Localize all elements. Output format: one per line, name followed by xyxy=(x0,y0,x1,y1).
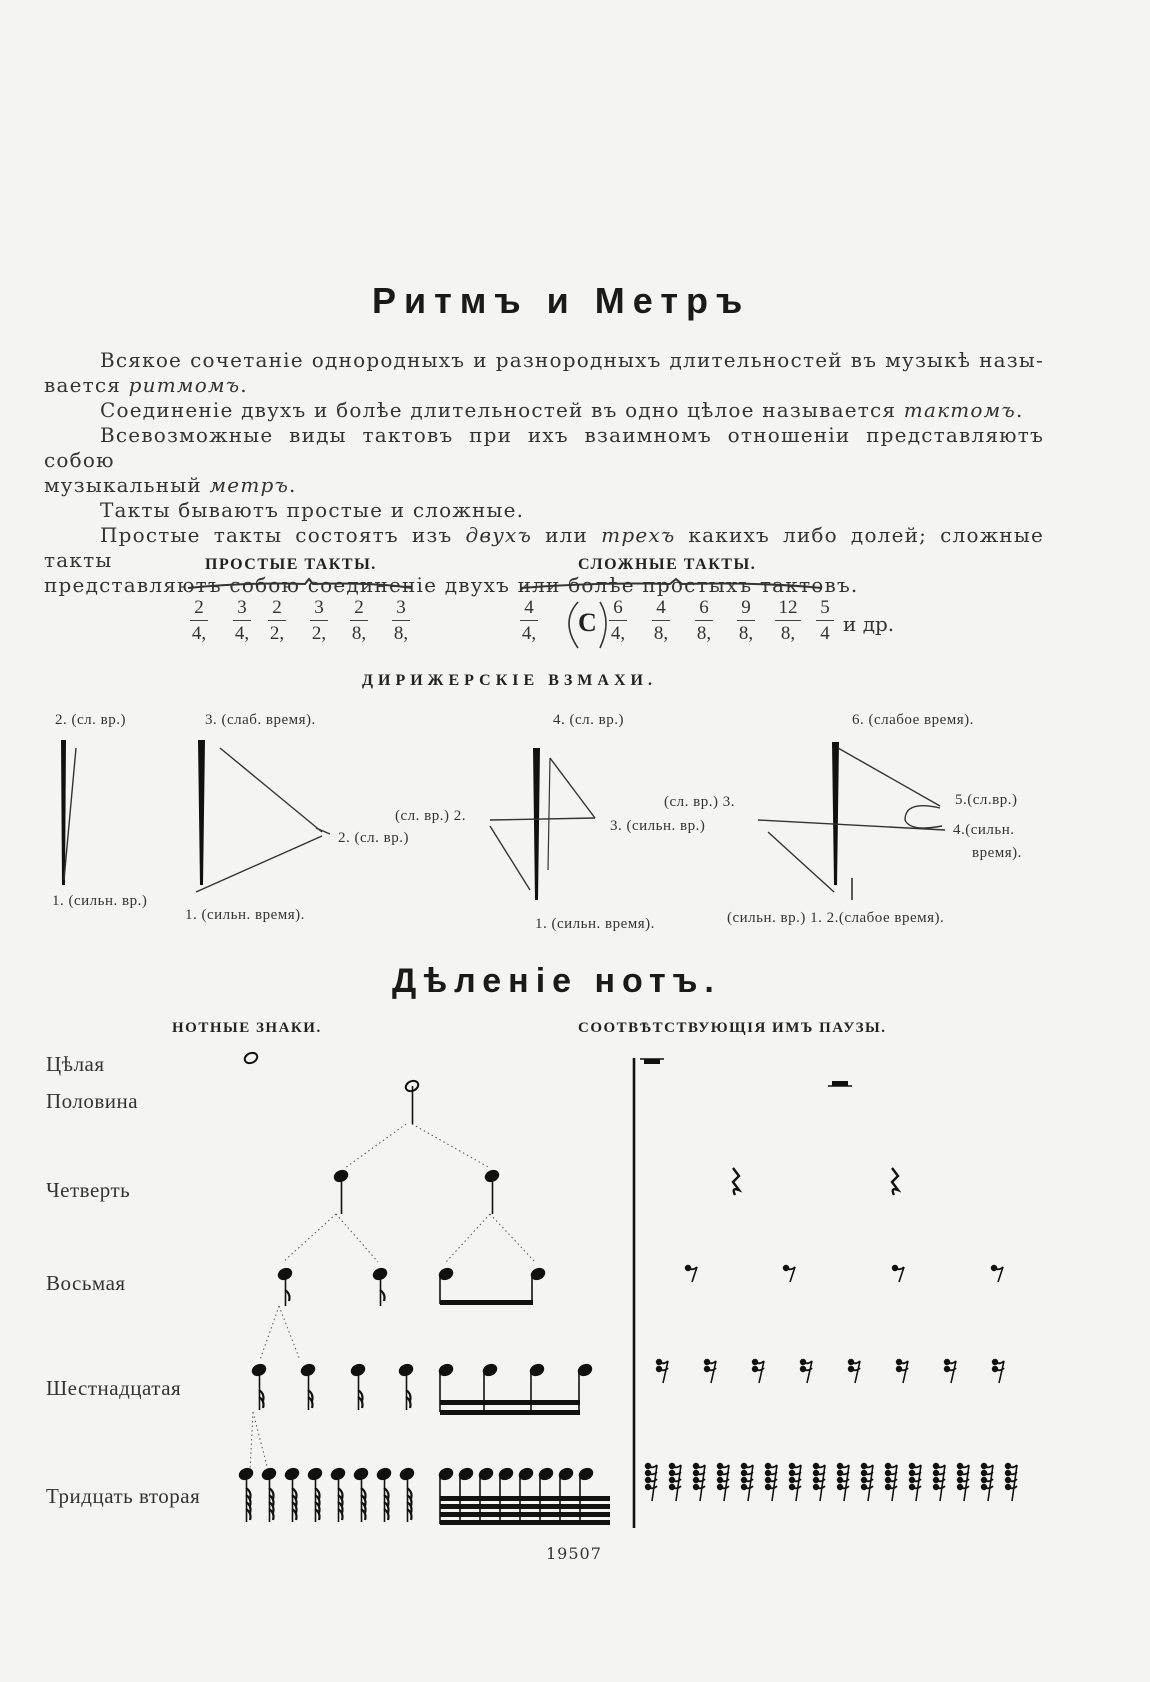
compound-meter: $\frac{12}{8,}$ xyxy=(769,596,807,647)
note-beam xyxy=(440,1504,610,1509)
plate-number: 19507 xyxy=(546,1544,602,1563)
sixteenth-rest xyxy=(711,1361,716,1383)
six-beat-right-label-2: 4.(сильн. xyxy=(953,822,1015,838)
thirty-second-rest xyxy=(1012,1465,1017,1501)
thirty-second-rest xyxy=(988,1465,993,1501)
simple-meters-heading: ПРОСТЫЕ ТАКТЫ. xyxy=(205,556,377,573)
six-beat-top-label: 6. (слабое время). xyxy=(852,712,974,728)
three-beat-bottom-label: 1. (сильн. время). xyxy=(185,907,305,923)
row-label-whole: Цѣлая xyxy=(46,1052,105,1076)
conducting-heading: ДИРИЖЕРСКІЕ ВЗМАХИ. xyxy=(362,672,657,689)
sixteenth-rest xyxy=(903,1361,908,1383)
simple-meter: $\frac{3}{8,}$ xyxy=(393,597,409,644)
sixteenth-rest xyxy=(663,1361,668,1383)
thirty-second-rest xyxy=(844,1465,849,1501)
note-beam xyxy=(440,1410,580,1415)
row-label-quarter: Четверть xyxy=(46,1178,131,1202)
row-label-eighth: Восьмая xyxy=(46,1271,126,1295)
compound-meter: $\frac{4}{4,}$ xyxy=(521,597,537,644)
six-beat-bottom-label: (сильн. вр.) 1. 2.(слабое время). xyxy=(727,910,945,926)
thirty-second-rest xyxy=(700,1465,705,1501)
row-label-thirty-second: Тридцать вторая xyxy=(46,1484,201,1508)
paragraph-5-cont: представляютъ собою соединеніе двухъ или болѣе простыхъ тактовъ. xyxy=(44,573,859,597)
rests-heading: СООТВѢТСТВУЮЩІЯ ИМЪ ПАУЗЫ. xyxy=(578,1020,887,1036)
thirty-second-rest xyxy=(892,1465,897,1501)
paragraph-3-cont: музыкальный метръ. xyxy=(44,473,297,497)
compound-meter: $\frac{9}{8,}$ xyxy=(738,597,754,644)
row-label-half: Половина xyxy=(46,1089,139,1113)
two-beat-bottom-label: 1. (сильн. вр.) xyxy=(52,893,148,909)
page-title: Ритмъ и Метръ xyxy=(372,280,751,321)
paragraph-3: Всевозможные виды тактовъ при ихъ взаимномъ отношеніи представляютъ собою xyxy=(44,423,1044,472)
division-line xyxy=(336,1214,378,1262)
three-beat-top-label: 3. (слаб. время). xyxy=(205,712,316,728)
compound-meter: $\frac{4}{8,}$ xyxy=(653,597,669,644)
paragraph-2: Соединеніе двухъ и болѣе длительностей въ одно цѣлое называется тактомъ. xyxy=(100,398,1024,422)
division-line xyxy=(253,1412,268,1470)
sixteenth-rest xyxy=(855,1361,860,1383)
sixteenth-rest xyxy=(807,1361,812,1383)
etc-label: и др. xyxy=(843,612,895,636)
division-title: Дѣленіе нотъ. xyxy=(392,962,721,1000)
compound-meters-heading: СЛОЖНЫЕ ТАКТЫ. xyxy=(578,556,757,573)
thirty-second-rest xyxy=(820,1465,825,1501)
three-beat-right-label: 2. (сл. вр.) xyxy=(338,830,409,846)
paragraph-5: Простые такты состоятъ изъ двухъ или трехъ какихъ либо долей; сложные такты xyxy=(44,523,1044,572)
four-beat-right-label-2: 3. (сильн. вр.) xyxy=(610,818,706,834)
note-beam xyxy=(440,1496,610,1501)
note-beam xyxy=(440,1520,610,1525)
division-line xyxy=(412,1124,490,1168)
simple-meter: $\frac{3}{2,}$ xyxy=(311,597,327,644)
thirty-second-rest xyxy=(868,1465,873,1501)
thirty-second-rest xyxy=(724,1465,729,1501)
note-beam xyxy=(440,1400,580,1405)
whole-note xyxy=(243,1051,259,1065)
thirty-second-rest xyxy=(964,1465,969,1501)
sixteenth-rest xyxy=(951,1361,956,1383)
division-line xyxy=(250,1412,253,1470)
note-beam xyxy=(440,1512,610,1517)
division-line xyxy=(260,1306,279,1360)
division-line xyxy=(283,1214,336,1262)
division-line xyxy=(345,1124,406,1168)
paragraph-1: Всякое сочетаніе однородныхъ и разнородныхъ длительностей въ музыкѣ назы- xyxy=(100,348,1044,372)
simple-meter: $\frac{2}{8,}$ xyxy=(351,597,367,644)
four-beat-bottom-label: 1. (сильн. время). xyxy=(535,916,655,932)
simple-meter: $\frac{2}{2,}$ xyxy=(269,597,285,644)
thirty-second-rest xyxy=(652,1465,657,1501)
six-beat-right-label-1: 5.(сл.вр.) xyxy=(955,792,1018,808)
thirty-second-rest xyxy=(916,1465,921,1501)
quarter-rest xyxy=(892,1168,898,1195)
quarter-rest xyxy=(733,1168,739,1195)
compound-meter: $\frac{6}{8,}$ xyxy=(696,597,712,644)
row-label-sixteenth: Шестнадцатая xyxy=(46,1376,182,1400)
simple-meter: $\frac{3}{4,}$ xyxy=(234,597,250,644)
division-line xyxy=(446,1214,490,1262)
thirty-second-rest xyxy=(748,1465,753,1501)
four-beat-left-label: (сл. вр.) 2. xyxy=(395,808,466,824)
sixteenth-rest xyxy=(759,1361,764,1383)
thirty-second-rest xyxy=(676,1465,681,1501)
six-beat-right-label-3: время). xyxy=(972,845,1022,861)
division-line xyxy=(279,1306,300,1360)
compound-meter: $\frac{6}{4,}$ xyxy=(610,597,626,644)
two-beat-top-label: 2. (сл. вр.) xyxy=(55,712,126,728)
thirty-second-rest xyxy=(772,1465,777,1501)
compound-meter: $\frac{5}{4}$ xyxy=(810,596,840,647)
sixteenth-rest xyxy=(999,1361,1004,1383)
notes-heading: НОТНЫЕ ЗНАКИ. xyxy=(172,1020,322,1036)
thirty-second-rest xyxy=(940,1465,945,1501)
paragraph-4: Такты бываютъ простые и сложные. xyxy=(100,498,525,522)
four-beat-top-label: 4. (сл. вр.) xyxy=(553,712,624,728)
note-beam xyxy=(440,1300,533,1305)
paragraph-1-cont: вается ритмомъ. xyxy=(44,373,248,397)
simple-meter: $\frac{2}{4,}$ xyxy=(191,597,207,644)
thirty-second-rest xyxy=(796,1465,801,1501)
division-line xyxy=(490,1214,535,1262)
four-beat-right-label-1: (сл. вр.) 3. xyxy=(664,794,735,810)
common-time-symbol: C xyxy=(578,608,597,637)
